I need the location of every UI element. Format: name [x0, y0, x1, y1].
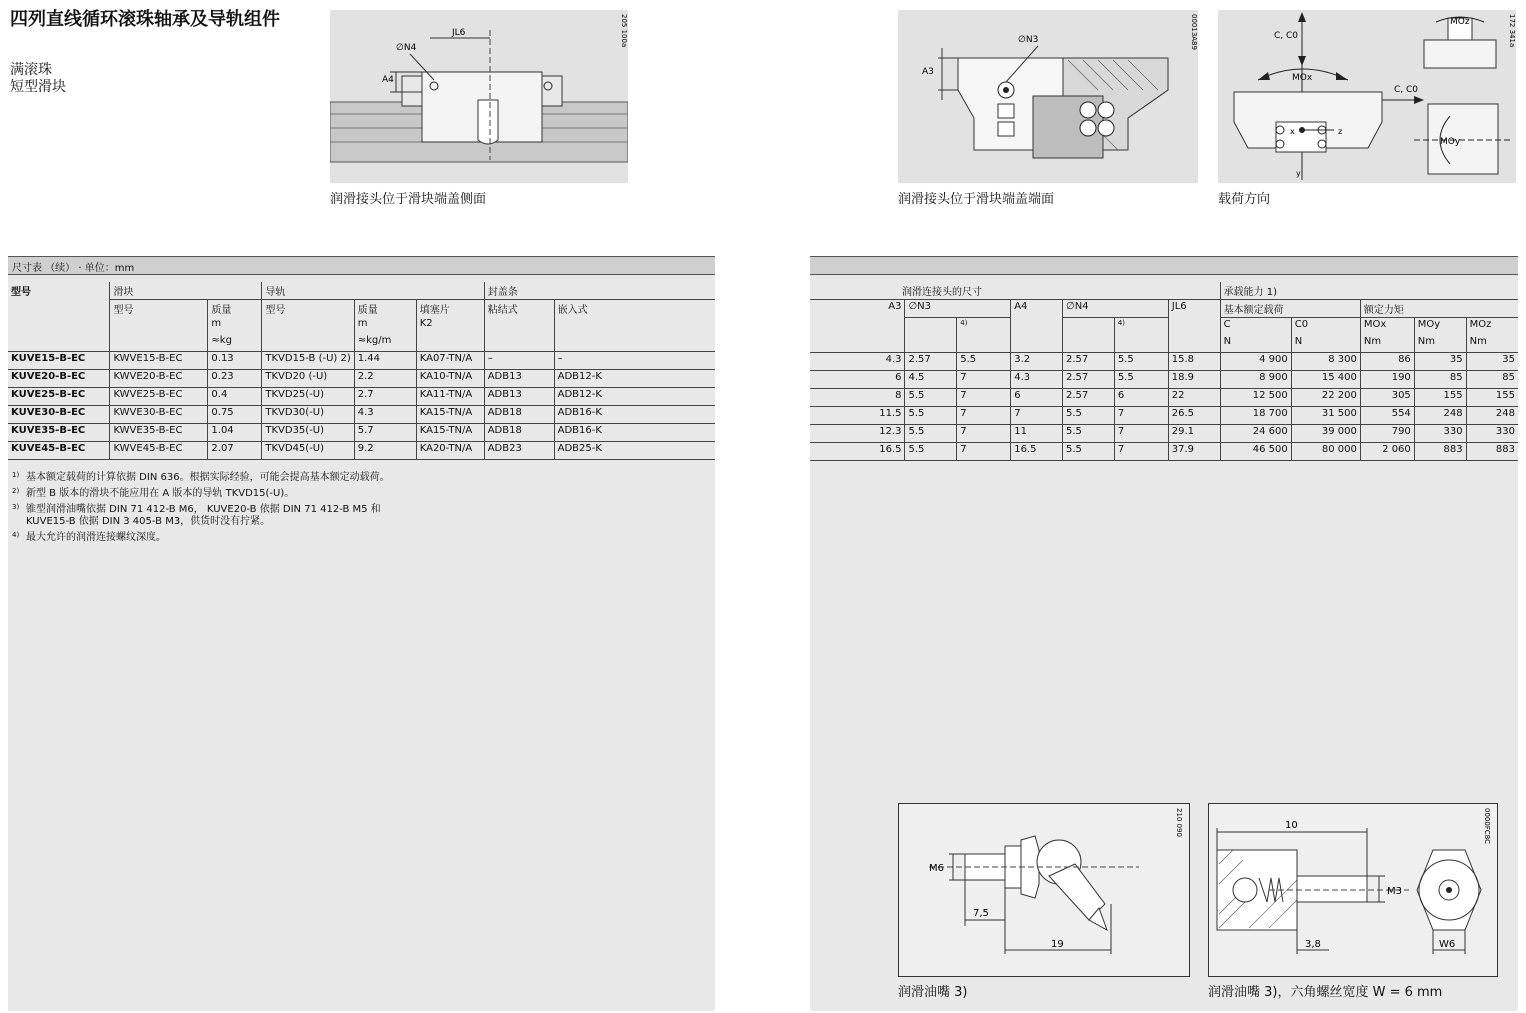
table-cell: 1.04 — [208, 424, 262, 442]
header-jl6: JL6 — [1168, 300, 1220, 318]
table-cell: KUVE30-B-EC — [8, 406, 110, 424]
table-header-row — [8, 317, 715, 334]
plug-symbol: K2 — [416, 317, 484, 334]
table-cell: 8 — [810, 389, 905, 407]
table-row — [810, 353, 1518, 371]
table-cell: 4 900 — [1220, 353, 1291, 371]
hex-nipple-drawing — [1209, 804, 1497, 976]
unit-label: N — [1291, 335, 1360, 353]
unit-label: m — [354, 317, 416, 334]
table-cell: 8 300 — [1291, 353, 1360, 371]
table-row — [8, 406, 715, 424]
unit-label: m — [208, 317, 262, 334]
table-cell: 12 500 — [1220, 389, 1291, 407]
table-row — [8, 388, 715, 406]
table-cell: 37.9 — [1168, 443, 1220, 461]
table-cell: KA20-TN/A — [416, 442, 484, 460]
table-cell: KWVE25-B-EC — [110, 388, 208, 406]
table-cell: 248 — [1414, 407, 1466, 425]
table-cell: 4.3 — [1011, 371, 1063, 389]
table-cell: 7 — [957, 389, 1011, 407]
n4-label: ∅N4 — [396, 43, 417, 53]
table-cell: KA15-TN/A — [416, 406, 484, 424]
table-cell: TKVD15-B (-U) 2) — [262, 352, 354, 370]
header-mox: MOx — [1360, 318, 1414, 336]
table-cell: ADB13 — [484, 370, 554, 388]
table-cell: KWVE20-B-EC — [110, 370, 208, 388]
header-load: 承载能力 1) — [1220, 282, 1518, 300]
table-cell: 5.5 — [905, 443, 957, 461]
table-header-row — [8, 334, 715, 352]
c-top-label: C, C0 — [1274, 31, 1299, 41]
table-cell: 8 900 — [1220, 371, 1291, 389]
unit-label: Nm — [1414, 335, 1466, 353]
table-cell: 883 — [1414, 443, 1466, 461]
note-ref: 4) — [1114, 318, 1168, 336]
table-cell: TKVD35(-U) — [262, 424, 354, 442]
table-cell: ADB12-K — [554, 370, 715, 388]
w6-label: W6 — [1439, 939, 1456, 950]
table-cell: KWVE45-B-EC — [110, 442, 208, 460]
table-cell: 5.5 — [1063, 443, 1115, 461]
jl6-label: JL6 — [452, 28, 466, 38]
table-row — [8, 442, 715, 460]
table-cell: ADB16-K — [554, 406, 715, 424]
table-cell: 4.3 — [810, 353, 905, 371]
dimension-table-right — [810, 282, 1518, 461]
table-cell: – — [484, 352, 554, 370]
table-cell: 790 — [1360, 425, 1414, 443]
table-cell: ADB18 — [484, 406, 554, 424]
header-basic: 基本额定载荷 — [1220, 300, 1360, 318]
table-cell: KUVE45-B-EC — [8, 442, 110, 460]
table-cell: 7 — [957, 443, 1011, 461]
table-cell: 0.4 — [208, 388, 262, 406]
header-carriage: 滑块 — [110, 282, 262, 300]
header-carriage-model: 型号 — [110, 300, 208, 318]
table-cell: KUVE25-B-EC — [8, 388, 110, 406]
table-cell: 883 — [1466, 443, 1518, 461]
table-cell: ADB25-K — [554, 442, 715, 460]
table-cell: 554 — [1360, 407, 1414, 425]
figure-caption: 载荷方向 — [1218, 192, 1271, 207]
table-title: 尺寸表 （续） · 单位：mm — [12, 263, 135, 274]
footnote: KUVE15-B 依据 DIN 3 405-B M3，供货时没有拧紧。 — [26, 516, 271, 527]
footnote: 2) 新型 B 版本的滑块不能应用在 A 版本的导轨 TKVD15(-U)。 — [12, 487, 295, 499]
header-a3: A3 — [888, 301, 902, 312]
m3-label: M3 — [1387, 886, 1402, 897]
figure-caption: 润滑接头位于滑块端盖端面 — [898, 192, 1055, 207]
table-cell: 7 — [1114, 443, 1168, 461]
table-cell: KUVE15-B-EC — [8, 352, 110, 370]
header-rail: 导轨 — [262, 282, 484, 300]
c-side-label: C, C0 — [1394, 85, 1419, 95]
table-row — [8, 352, 715, 370]
moz-label: MOz — [1450, 17, 1470, 27]
table-cell: 2.2 — [354, 370, 416, 388]
table-cell: 4.5 — [905, 371, 957, 389]
table-cell: 2.57 — [905, 353, 957, 371]
header-n4: ∅N4 — [1063, 300, 1169, 318]
table-cell: 305 — [1360, 389, 1414, 407]
unit-label: ≈kg/m — [354, 334, 416, 352]
table-cell: KA07-TN/A — [416, 352, 484, 370]
table-title-bar — [810, 256, 1518, 275]
table-cell: 0.23 — [208, 370, 262, 388]
figure-caption: 润滑油嘴 3)，六角螺丝宽度 W = 6 mm — [1208, 985, 1443, 1000]
subtitle-line: 短型滑块 — [10, 79, 66, 95]
table-cell: 6 — [1011, 389, 1063, 407]
table-cell: 5.5 — [957, 353, 1011, 371]
table-cell: 35 — [1414, 353, 1466, 371]
table-cell: 2.57 — [1063, 389, 1115, 407]
table-cell: KUVE35-B-EC — [8, 424, 110, 442]
figure-end-lube — [898, 10, 1198, 183]
table-cell: 1.44 — [354, 352, 416, 370]
table-cell: 2.57 — [1063, 371, 1115, 389]
unit-label: N — [1220, 335, 1291, 353]
figure-code: 205 100a — [620, 14, 628, 48]
table-cell: 7 — [957, 425, 1011, 443]
load-direction-drawing — [1218, 10, 1516, 183]
table-cell: 2.57 — [1063, 353, 1115, 371]
unit-label: ≈kg — [208, 334, 262, 352]
header-rail-mass: 质量 — [354, 300, 416, 318]
table-cell: 39 000 — [1291, 425, 1360, 443]
header-moz: MOz — [1466, 318, 1518, 336]
table-cell: TKVD45(-U) — [262, 442, 354, 460]
figure-side-lube — [330, 10, 628, 183]
page-title: 四列直线循环滚珠轴承及导轨组件 — [10, 9, 280, 30]
table-cell: 5.7 — [354, 424, 416, 442]
z-label: z — [1338, 127, 1343, 136]
header-lube: 润滑连接头的尺寸 — [810, 282, 1220, 300]
table-cell: ADB12-K — [554, 388, 715, 406]
table-row — [810, 425, 1518, 443]
table-cell: 5.5 — [1063, 425, 1115, 443]
header-inserted: 嵌入式 — [554, 300, 715, 318]
table-cell: 15 400 — [1291, 371, 1360, 389]
table-cell: 5.5 — [905, 389, 957, 407]
header-a4: A4 — [1011, 300, 1063, 318]
table-cell: 5.5 — [905, 407, 957, 425]
page-subtitle — [10, 62, 66, 96]
table-cell: ADB16-K — [554, 424, 715, 442]
side-lube-drawing — [330, 10, 628, 183]
table-cell: 18 700 — [1220, 407, 1291, 425]
d19-label: 19 — [1051, 939, 1064, 950]
table-cell: 24 600 — [1220, 425, 1291, 443]
m6-label: M6 — [929, 863, 944, 874]
table-cell: 2.07 — [208, 442, 262, 460]
d75-label: 7,5 — [973, 908, 989, 919]
table-cell: 11.5 — [810, 407, 905, 425]
table-cell: 6 — [810, 371, 905, 389]
table-cell: 7 — [957, 371, 1011, 389]
table-cell: KWVE30-B-EC — [110, 406, 208, 424]
table-cell: KA15-TN/A — [416, 424, 484, 442]
table-cell: 155 — [1414, 389, 1466, 407]
mox-label: MOx — [1292, 73, 1313, 83]
table-cell: 5.5 — [1063, 407, 1115, 425]
table-cell: TKVD20 (-U) — [262, 370, 354, 388]
table-cell: 7 — [1011, 407, 1063, 425]
table-cell: 9.2 — [354, 442, 416, 460]
table-row — [810, 443, 1518, 461]
table-row — [8, 424, 715, 442]
x-label: x — [1290, 127, 1295, 136]
table-cell: 7 — [1114, 425, 1168, 443]
header-carriage-mass: 质量 — [208, 300, 262, 318]
table-header-row — [810, 335, 1518, 353]
header-plug: 填塞片 — [416, 300, 484, 318]
unit-label: Nm — [1360, 335, 1414, 353]
table-row — [810, 389, 1518, 407]
table-cell: KUVE20-B-EC — [8, 370, 110, 388]
grease-nipple-drawing — [899, 804, 1189, 976]
table-cell: 7 — [957, 407, 1011, 425]
table-cell: 0.13 — [208, 352, 262, 370]
table-cell: 46 500 — [1220, 443, 1291, 461]
a4-label: A4 — [382, 75, 394, 85]
figure-grease-nipple — [898, 803, 1190, 977]
table-cell: 248 — [1466, 407, 1518, 425]
table-cell: 15.8 — [1168, 353, 1220, 371]
table-cell: 155 — [1466, 389, 1518, 407]
table-cell: 11 — [1011, 425, 1063, 443]
table-cell: KA10-TN/A — [416, 370, 484, 388]
end-lube-drawing — [898, 10, 1198, 183]
table-cell: 5.5 — [1114, 353, 1168, 371]
header-rail-model: 型号 — [262, 300, 354, 318]
table-cell: 2 060 — [1360, 443, 1414, 461]
a3-label: A3 — [922, 67, 934, 77]
table-cell: TKVD25(-U) — [262, 388, 354, 406]
table-cell: 6 — [1114, 389, 1168, 407]
table-header-row — [8, 300, 715, 318]
header-moment: 额定力矩 — [1360, 300, 1518, 318]
table-cell: 22 200 — [1291, 389, 1360, 407]
table-cell: 4.3 — [354, 406, 416, 424]
table-cell: 26.5 — [1168, 407, 1220, 425]
left-table-panel — [8, 256, 715, 1011]
d10-label: 10 — [1285, 820, 1298, 831]
unit-label: Nm — [1466, 335, 1518, 353]
table-cell: 0.75 — [208, 406, 262, 424]
figure-code: 0000FC8C — [1483, 808, 1491, 845]
header-moy: MOy — [1414, 318, 1466, 336]
table-row — [8, 370, 715, 388]
table-cell: 5.5 — [1114, 371, 1168, 389]
table-cell: 12.3 — [810, 425, 905, 443]
figure-load-direction — [1218, 10, 1516, 183]
footnotes — [12, 470, 390, 546]
footnote: 1) 基本额定载荷的计算依据 DIN 636。根据实际经验，可能会提高基本额定动载荷。 — [12, 471, 390, 483]
table-cell: ADB18 — [484, 424, 554, 442]
header-model: 型号 — [11, 287, 31, 298]
header-c: C — [1220, 318, 1291, 336]
header-glued: 粘结式 — [484, 300, 554, 318]
footnote: 4) 最大允许的润滑连接螺纹深度。 — [12, 531, 166, 543]
table-cell: – — [554, 352, 715, 370]
moy-label: MOy — [1440, 137, 1461, 147]
figure-hex-nipple — [1208, 803, 1498, 977]
table-cell: TKVD30(-U) — [262, 406, 354, 424]
table-cell: 16.5 — [810, 443, 905, 461]
note-ref: 4) — [957, 318, 1011, 336]
table-title-bar — [8, 256, 715, 275]
table-cell: 85 — [1466, 371, 1518, 389]
table-cell: 29.1 — [1168, 425, 1220, 443]
figure-caption: 润滑接头位于滑块端盖侧面 — [330, 192, 487, 207]
table-cell: 3.2 — [1011, 353, 1063, 371]
table-row — [810, 371, 1518, 389]
figure-caption: 润滑油嘴 3) — [898, 985, 968, 1000]
table-cell: KWVE35-B-EC — [110, 424, 208, 442]
table-cell: 5.5 — [905, 425, 957, 443]
table-cell: 190 — [1360, 371, 1414, 389]
table-cell: 80 000 — [1291, 443, 1360, 461]
table-cell: KA11-TN/A — [416, 388, 484, 406]
table-cell: 18.9 — [1168, 371, 1220, 389]
y-label: y — [1296, 169, 1301, 178]
dimension-table-left — [8, 282, 715, 460]
table-header-row — [810, 318, 1518, 336]
figure-code: 210 090 — [1175, 808, 1183, 837]
footnote: 3) 锥型润滑油嘴依据 DIN 71 412-B M6， KUVE20-B 依据 DIN 71 412-B M5 和 — [12, 503, 381, 515]
table-cell: 22 — [1168, 389, 1220, 407]
table-header-row — [8, 282, 715, 300]
table-cell: 31 500 — [1291, 407, 1360, 425]
d38-label: 3,8 — [1305, 939, 1321, 950]
table-cell: 16.5 — [1011, 443, 1063, 461]
header-c0: C0 — [1291, 318, 1360, 336]
table-cell: 86 — [1360, 353, 1414, 371]
table-cell: 85 — [1414, 371, 1466, 389]
table-cell: 35 — [1466, 353, 1518, 371]
figure-code: 00013A89 — [1190, 14, 1198, 50]
table-cell: KWVE15-B-EC — [110, 352, 208, 370]
figure-code: 172 341a — [1508, 14, 1516, 48]
table-header-row — [810, 282, 1518, 300]
n3-label: ∅N3 — [1018, 35, 1039, 45]
table-cell: 2.7 — [354, 388, 416, 406]
header-seal: 封盖条 — [484, 282, 715, 300]
table-header-row — [810, 300, 1518, 318]
table-cell: ADB13 — [484, 388, 554, 406]
header-n3: ∅N3 — [905, 300, 1011, 318]
table-row — [810, 407, 1518, 425]
table-cell: 330 — [1466, 425, 1518, 443]
table-cell: 330 — [1414, 425, 1466, 443]
table-cell: 7 — [1114, 407, 1168, 425]
subtitle-line: 满滚珠 — [10, 62, 52, 78]
table-cell: ADB23 — [484, 442, 554, 460]
